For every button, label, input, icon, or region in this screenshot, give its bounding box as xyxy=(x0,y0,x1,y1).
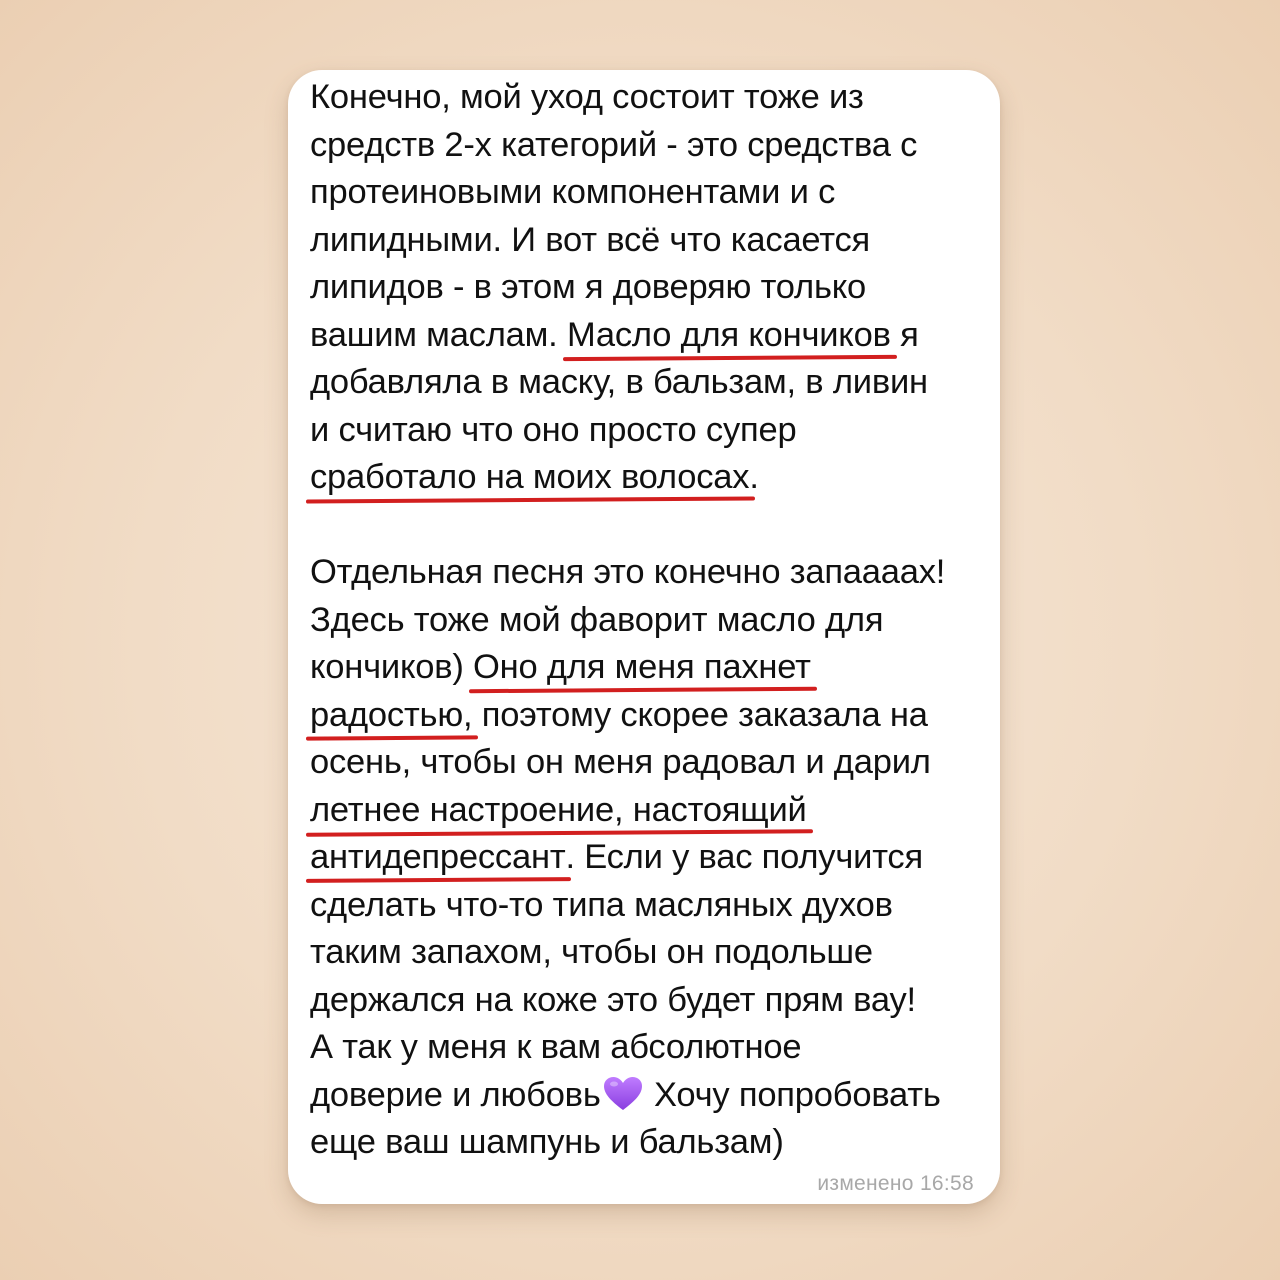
message-line xyxy=(310,834,990,882)
underlined-phrase: сработало на моих волосах xyxy=(310,458,750,496)
text-segment: . xyxy=(749,458,759,496)
message-line xyxy=(310,312,990,360)
underlined-phrase: антидепрессант xyxy=(310,838,566,876)
message-line xyxy=(310,1072,990,1120)
message-line xyxy=(310,692,990,740)
purple-heart-icon xyxy=(603,1076,643,1110)
message-line: еще ваш шампунь и бальзам) xyxy=(310,1123,784,1161)
message-line: Конечно, мой уход состоит тоже из xyxy=(310,78,864,116)
message-line: средств 2-х категорий - это средства с xyxy=(310,125,918,164)
message-line: липидов - в этом я доверяю только xyxy=(310,268,866,306)
text-segment: я xyxy=(890,315,919,354)
text-segment: Хочу попробовать xyxy=(644,1075,941,1114)
message-meta xyxy=(817,1172,974,1196)
text-segment: кончиков) xyxy=(310,648,474,686)
message-line: таким запахом, чтобы он подольше xyxy=(310,933,873,971)
message-line: А так у меня к вам абсолютное xyxy=(310,1028,802,1066)
message-line: Отдельная песня это конечно запаааах! xyxy=(310,553,946,591)
message-line: осень, чтобы он меня радовал и дарил xyxy=(310,743,931,781)
message-line: и считаю что оно просто супер xyxy=(310,410,797,449)
text-segment: поэтому скорее заказала на xyxy=(472,695,928,734)
message-line: добавляла в маску, в бальзам, в ливин xyxy=(310,363,928,401)
message-time: 16:58 xyxy=(919,1172,974,1195)
message-bubble[interactable] xyxy=(288,70,1000,1204)
text-segment: вашим маслам. xyxy=(310,315,567,354)
message-line xyxy=(310,454,990,502)
text-segment: доверие и любовь xyxy=(310,1075,601,1114)
underlined-phrase: радостью, xyxy=(310,695,473,734)
message-text xyxy=(310,74,990,1167)
message-line: держался на коже это будет прям вау! xyxy=(310,980,916,1019)
message-line xyxy=(310,644,990,692)
text-segment: . Если у вас получится xyxy=(565,838,923,876)
edited-label: изменено xyxy=(817,1172,914,1195)
message-line: липидными. И вот всё что касается xyxy=(310,220,871,259)
underlined-phrase: летнее настроение, настоящий xyxy=(310,790,807,829)
message-line xyxy=(310,787,990,835)
message-line: Здесь тоже мой фаворит масло для xyxy=(310,600,884,639)
paragraph-break xyxy=(310,502,990,550)
message-line: сделать что-то типа масляных духов xyxy=(310,885,893,924)
message-line: протеиновыми компонентами и с xyxy=(310,173,836,211)
underlined-phrase: Масло для кончиков xyxy=(566,315,891,354)
underlined-phrase: Оно для меня пахнет xyxy=(473,648,811,686)
